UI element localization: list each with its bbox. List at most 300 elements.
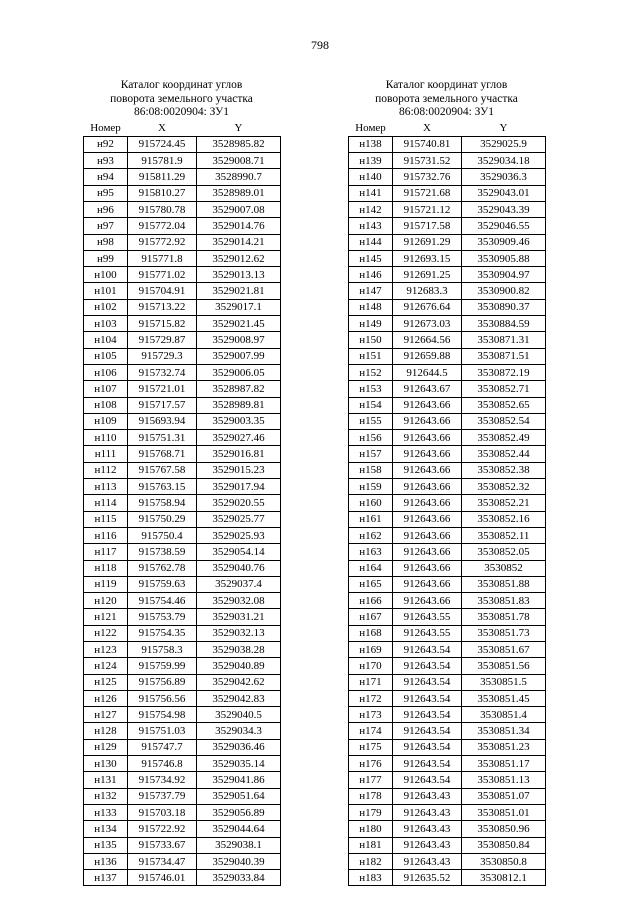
point-number: н94 — [84, 169, 128, 185]
table-row — [349, 576, 546, 592]
table-row — [349, 381, 546, 397]
point-number: н141 — [349, 185, 393, 201]
point-number: н96 — [84, 201, 128, 217]
table-row — [349, 413, 546, 429]
coordinate-y: 3529042.62 — [197, 674, 281, 690]
coordinate-x: 915780.78 — [128, 201, 197, 217]
point-number: н172 — [349, 690, 393, 706]
coordinate-y: 3530852.05 — [462, 544, 546, 560]
coordinate-x: 915753.79 — [128, 609, 197, 625]
point-number: н159 — [349, 479, 393, 495]
coordinate-y: 3529041.86 — [197, 772, 281, 788]
coordinate-y: 3529040.39 — [197, 853, 281, 869]
coordinate-y: 3530871.51 — [462, 348, 546, 364]
table-row — [84, 462, 281, 478]
coordinate-x: 912643.54 — [393, 690, 462, 706]
table-row — [349, 723, 546, 739]
coordinate-x: 912643.43 — [393, 853, 462, 869]
coordinate-x: 915767.58 — [128, 462, 197, 478]
catalog-title-line-3: 86:08:0020904: ЗУ1 — [133, 106, 230, 118]
coordinate-y: 3529032.13 — [197, 625, 281, 641]
coordinate-y: 3530890.37 — [462, 299, 546, 315]
table-row — [84, 201, 281, 217]
table-row — [84, 593, 281, 609]
coordinate-catalog-left — [83, 79, 280, 886]
coordinate-x: 915759.99 — [128, 658, 197, 674]
coordinate-x: 915759.63 — [128, 576, 197, 592]
coordinate-y: 3529040.76 — [197, 560, 281, 576]
coordinate-y: 3530851.01 — [462, 804, 546, 820]
coordinate-x: 915733.67 — [128, 837, 197, 853]
table-row — [84, 756, 281, 772]
coordinate-y: 3528990.7 — [197, 169, 281, 185]
point-number: н157 — [349, 446, 393, 462]
coordinate-x: 915729.87 — [128, 332, 197, 348]
coordinate-x: 915734.92 — [128, 772, 197, 788]
coordinate-y: 3529046.55 — [462, 218, 546, 234]
point-number: н121 — [84, 609, 128, 625]
header-number: Номер — [355, 122, 386, 135]
coordinate-y: 3530850.96 — [462, 821, 546, 837]
table-row — [84, 870, 281, 886]
coordinate-y: 3529033.84 — [197, 870, 281, 886]
table-row — [349, 527, 546, 543]
table-row — [84, 479, 281, 495]
table-row — [84, 788, 281, 804]
table-row — [349, 821, 546, 837]
coordinate-x: 915704.91 — [128, 283, 197, 299]
coordinate-y: 3530852.11 — [462, 527, 546, 543]
coordinate-x: 915731.52 — [393, 153, 462, 169]
table-row — [84, 853, 281, 869]
coordinate-x: 912635.52 — [393, 870, 462, 886]
coordinate-x: 915721.01 — [128, 381, 197, 397]
table-row — [349, 788, 546, 804]
coordinate-x: 915737.79 — [128, 788, 197, 804]
table-row — [349, 495, 546, 511]
coordinate-y: 3530852.71 — [462, 381, 546, 397]
point-number: н95 — [84, 185, 128, 201]
coordinate-x: 912643.66 — [393, 413, 462, 429]
coordinate-x: 915811.29 — [128, 169, 197, 185]
point-number: н164 — [349, 560, 393, 576]
point-number: н128 — [84, 723, 128, 739]
point-number: н116 — [84, 527, 128, 543]
point-number: н144 — [349, 234, 393, 250]
table-row — [84, 772, 281, 788]
coordinate-y: 3530851.5 — [462, 674, 546, 690]
table-row — [84, 430, 281, 446]
coordinate-x: 915754.98 — [128, 707, 197, 723]
point-number: н103 — [84, 316, 128, 332]
table-row — [349, 136, 546, 152]
coordinate-x: 912664.56 — [393, 332, 462, 348]
coordinate-y: 3529021.81 — [197, 283, 281, 299]
coordinate-x: 912643.66 — [393, 495, 462, 511]
coordinate-y: 3529020.55 — [197, 495, 281, 511]
coordinate-y: 3530851.13 — [462, 772, 546, 788]
coordinate-x: 912643.43 — [393, 788, 462, 804]
coordinate-x: 912643.66 — [393, 576, 462, 592]
point-number: н100 — [84, 267, 128, 283]
table-row — [349, 364, 546, 380]
coordinate-table — [83, 121, 281, 887]
coordinate-x: 915754.35 — [128, 625, 197, 641]
point-number: н169 — [349, 642, 393, 658]
coordinate-y: 3530851.45 — [462, 690, 546, 706]
point-number: н114 — [84, 495, 128, 511]
coordinate-x: 912643.66 — [393, 544, 462, 560]
coordinate-y: 3530850.84 — [462, 837, 546, 853]
point-number: н105 — [84, 348, 128, 364]
coordinate-table — [348, 121, 546, 887]
point-number: н124 — [84, 658, 128, 674]
coordinate-y: 3529044.64 — [197, 821, 281, 837]
point-number: н119 — [84, 576, 128, 592]
coordinate-x: 912643.66 — [393, 462, 462, 478]
table-row — [349, 218, 546, 234]
coordinate-y: 3529038.1 — [197, 837, 281, 853]
table-row — [84, 169, 281, 185]
point-number: н154 — [349, 397, 393, 413]
coordinate-x: 915721.68 — [393, 185, 462, 201]
point-number: н153 — [349, 381, 393, 397]
coordinate-x: 912643.66 — [393, 397, 462, 413]
table-row — [349, 446, 546, 462]
coordinate-y: 3529054.14 — [197, 544, 281, 560]
coordinate-x: 915756.89 — [128, 674, 197, 690]
point-number: н120 — [84, 593, 128, 609]
table-row — [84, 136, 281, 152]
coordinate-x: 915747.7 — [128, 739, 197, 755]
point-number: н152 — [349, 364, 393, 380]
point-number: н168 — [349, 625, 393, 641]
table-row — [84, 446, 281, 462]
coordinate-x: 915721.12 — [393, 201, 462, 217]
point-number: н142 — [349, 201, 393, 217]
coordinate-y: 3530852.44 — [462, 446, 546, 462]
coordinate-y: 3529040.89 — [197, 658, 281, 674]
catalog-title-line-1: Каталог координат углов — [385, 79, 508, 91]
header-y: Y — [499, 122, 508, 135]
table-row — [349, 853, 546, 869]
table-row — [349, 756, 546, 772]
coordinate-catalog-right — [348, 79, 545, 886]
coordinate-y: 3530852.54 — [462, 413, 546, 429]
coordinate-y: 3528985.82 — [197, 136, 281, 152]
coordinate-y: 3530851.78 — [462, 609, 546, 625]
table-row — [349, 642, 546, 658]
coordinate-y: 3529036.46 — [197, 739, 281, 755]
table-row — [349, 299, 546, 315]
point-number: н175 — [349, 739, 393, 755]
coordinate-y: 3529031.21 — [197, 609, 281, 625]
point-number: н158 — [349, 462, 393, 478]
point-number: н147 — [349, 283, 393, 299]
coordinate-x: 915771.02 — [128, 267, 197, 283]
point-number: н115 — [84, 511, 128, 527]
coordinate-y: 3530900.82 — [462, 283, 546, 299]
table-header-row — [349, 121, 546, 137]
coordinate-y: 3529051.64 — [197, 788, 281, 804]
table-row — [349, 234, 546, 250]
coordinate-y: 3529025.77 — [197, 511, 281, 527]
coordinate-y: 3529056.89 — [197, 804, 281, 820]
point-number: н148 — [349, 299, 393, 315]
coordinate-y: 3529032.08 — [197, 593, 281, 609]
point-number: н181 — [349, 837, 393, 853]
table-row — [349, 593, 546, 609]
point-number: н104 — [84, 332, 128, 348]
table-row — [84, 234, 281, 250]
point-number: н108 — [84, 397, 128, 413]
point-number: н149 — [349, 316, 393, 332]
coordinate-x: 912643.54 — [393, 707, 462, 723]
coordinate-x: 915763.15 — [128, 479, 197, 495]
coordinate-x: 912643.54 — [393, 739, 462, 755]
point-number: н150 — [349, 332, 393, 348]
coordinate-y: 3529003.35 — [197, 413, 281, 429]
coordinate-y: 3530852.16 — [462, 511, 546, 527]
table-row — [84, 560, 281, 576]
point-number: н133 — [84, 804, 128, 820]
coordinate-x: 912644.5 — [393, 364, 462, 380]
point-number: н107 — [84, 381, 128, 397]
coordinate-x: 912691.25 — [393, 267, 462, 283]
coordinate-y: 3529036.3 — [462, 169, 546, 185]
point-number: н117 — [84, 544, 128, 560]
table-row — [349, 430, 546, 446]
table-row — [84, 283, 281, 299]
table-row — [84, 837, 281, 853]
coordinate-y: 3528989.81 — [197, 397, 281, 413]
coordinate-y: 3529015.23 — [197, 462, 281, 478]
coordinate-x: 915750.29 — [128, 511, 197, 527]
point-number: н110 — [84, 430, 128, 446]
coordinate-y: 3530852.65 — [462, 397, 546, 413]
table-row — [84, 495, 281, 511]
coordinate-x: 915717.57 — [128, 397, 197, 413]
header-x: X — [423, 122, 431, 135]
table-row — [84, 690, 281, 706]
coordinate-x: 915772.04 — [128, 218, 197, 234]
table-row — [84, 397, 281, 413]
coordinate-y: 3528987.82 — [197, 381, 281, 397]
table-row — [349, 804, 546, 820]
coordinate-x: 912643.43 — [393, 804, 462, 820]
coordinate-x: 912673.03 — [393, 316, 462, 332]
point-number: н101 — [84, 283, 128, 299]
table-row — [84, 332, 281, 348]
point-number: н179 — [349, 804, 393, 820]
coordinate-x: 912643.67 — [393, 381, 462, 397]
point-number: н113 — [84, 479, 128, 495]
table-row — [84, 218, 281, 234]
point-number: н93 — [84, 153, 128, 169]
coordinate-y: 3529025.93 — [197, 527, 281, 543]
coordinate-y: 3529007.99 — [197, 348, 281, 364]
point-number: н180 — [349, 821, 393, 837]
point-number: н182 — [349, 853, 393, 869]
point-number: н163 — [349, 544, 393, 560]
table-row — [349, 479, 546, 495]
table-row — [84, 153, 281, 169]
point-number: н123 — [84, 642, 128, 658]
coordinate-y: 3529013.13 — [197, 267, 281, 283]
table-row — [84, 821, 281, 837]
point-number: н183 — [349, 870, 393, 886]
coordinate-y: 3528989.01 — [197, 185, 281, 201]
coordinate-x: 912643.54 — [393, 642, 462, 658]
table-row — [349, 707, 546, 723]
table-row — [84, 348, 281, 364]
point-number: н174 — [349, 723, 393, 739]
coordinate-x: 915738.59 — [128, 544, 197, 560]
coordinate-y: 3530850.8 — [462, 853, 546, 869]
point-number: н137 — [84, 870, 128, 886]
coordinate-y: 3529038.28 — [197, 642, 281, 658]
header-y: Y — [234, 122, 243, 135]
point-number: н177 — [349, 772, 393, 788]
table-row — [349, 739, 546, 755]
point-number: н160 — [349, 495, 393, 511]
point-number: н118 — [84, 560, 128, 576]
table-row — [84, 642, 281, 658]
point-number: н131 — [84, 772, 128, 788]
point-number: н112 — [84, 462, 128, 478]
coordinate-x: 915693.94 — [128, 413, 197, 429]
coordinate-y: 3529035.14 — [197, 756, 281, 772]
table-row — [349, 267, 546, 283]
catalog-title-line-1: Каталог координат углов — [120, 79, 243, 91]
point-number: н146 — [349, 267, 393, 283]
point-number: н178 — [349, 788, 393, 804]
coordinate-y: 3530851.17 — [462, 756, 546, 772]
table-row — [84, 185, 281, 201]
coordinate-x: 912643.54 — [393, 674, 462, 690]
point-number: н135 — [84, 837, 128, 853]
point-number: н136 — [84, 853, 128, 869]
coordinate-y: 3530851.56 — [462, 658, 546, 674]
point-number: н176 — [349, 756, 393, 772]
coordinate-x: 915762.78 — [128, 560, 197, 576]
coordinate-x: 915713.22 — [128, 299, 197, 315]
point-number: н127 — [84, 707, 128, 723]
coordinate-y: 3530871.31 — [462, 332, 546, 348]
table-row — [84, 544, 281, 560]
point-number: н109 — [84, 413, 128, 429]
coordinate-x: 912643.66 — [393, 593, 462, 609]
coordinate-y: 3530851.73 — [462, 625, 546, 641]
table-row — [349, 397, 546, 413]
table-row — [349, 625, 546, 641]
coordinate-x: 915732.74 — [128, 364, 197, 380]
table-row — [84, 707, 281, 723]
point-number: н111 — [84, 446, 128, 462]
coordinate-y: 3530852.49 — [462, 430, 546, 446]
table-row — [349, 348, 546, 364]
table-row — [349, 332, 546, 348]
coordinate-x: 915781.9 — [128, 153, 197, 169]
coordinate-y: 3529025.9 — [462, 136, 546, 152]
coordinate-x: 915717.58 — [393, 218, 462, 234]
coordinate-x: 912643.66 — [393, 511, 462, 527]
point-number: н166 — [349, 593, 393, 609]
point-number: н165 — [349, 576, 393, 592]
header-x: X — [158, 122, 166, 135]
table-row — [84, 739, 281, 755]
coordinate-x: 912643.43 — [393, 821, 462, 837]
coordinate-y: 3530851.07 — [462, 788, 546, 804]
point-number: н129 — [84, 739, 128, 755]
coordinate-y: 3530851.83 — [462, 593, 546, 609]
coordinate-y: 3530852 — [462, 560, 546, 576]
coordinate-x: 915729.3 — [128, 348, 197, 364]
table-row — [349, 185, 546, 201]
coordinate-y: 3530905.88 — [462, 250, 546, 266]
table-row — [84, 381, 281, 397]
table-row — [349, 609, 546, 625]
coordinate-x: 915734.47 — [128, 853, 197, 869]
point-number: н134 — [84, 821, 128, 837]
coordinate-y: 3529014.76 — [197, 218, 281, 234]
table-row — [349, 560, 546, 576]
point-number: н140 — [349, 169, 393, 185]
catalog-title-line-3: 86:08:0020904: ЗУ1 — [398, 106, 495, 118]
coordinate-x: 915750.4 — [128, 527, 197, 543]
coordinate-y: 3530812.1 — [462, 870, 546, 886]
coordinate-y: 3530851.4 — [462, 707, 546, 723]
table-row — [349, 837, 546, 853]
coordinate-x: 912643.43 — [393, 837, 462, 853]
coordinate-x: 915746.01 — [128, 870, 197, 886]
coordinate-y: 3529034.18 — [462, 153, 546, 169]
table-row — [349, 316, 546, 332]
coordinate-x: 915715.82 — [128, 316, 197, 332]
table-row — [84, 299, 281, 315]
coordinate-x: 912683.3 — [393, 283, 462, 299]
coordinate-x: 912643.54 — [393, 756, 462, 772]
coordinate-x: 912691.29 — [393, 234, 462, 250]
table-row — [349, 462, 546, 478]
table-row — [349, 511, 546, 527]
point-number: н145 — [349, 250, 393, 266]
coordinate-x: 915751.31 — [128, 430, 197, 446]
point-number: н126 — [84, 690, 128, 706]
point-number: н122 — [84, 625, 128, 641]
point-number: н162 — [349, 527, 393, 543]
table-row — [349, 690, 546, 706]
coordinate-y: 3530851.23 — [462, 739, 546, 755]
coordinate-x: 912643.66 — [393, 479, 462, 495]
coordinate-x: 915746.8 — [128, 756, 197, 772]
point-number: н97 — [84, 218, 128, 234]
coordinate-x: 915732.76 — [393, 169, 462, 185]
coordinate-x: 915754.46 — [128, 593, 197, 609]
table-row — [349, 153, 546, 169]
coordinate-y: 3529006.05 — [197, 364, 281, 380]
coordinate-y: 3530852.21 — [462, 495, 546, 511]
catalog-title-line-2: поворота земельного участка — [110, 92, 253, 105]
coordinate-x: 915758.94 — [128, 495, 197, 511]
coordinate-y: 3529008.97 — [197, 332, 281, 348]
catalog-title-line-2: поворота земельного участка — [375, 92, 518, 105]
coordinate-x: 915756.56 — [128, 690, 197, 706]
coordinate-y: 3530909.46 — [462, 234, 546, 250]
coordinate-x: 915771.8 — [128, 250, 197, 266]
coordinate-y: 3529027.46 — [197, 430, 281, 446]
table-row — [349, 870, 546, 886]
